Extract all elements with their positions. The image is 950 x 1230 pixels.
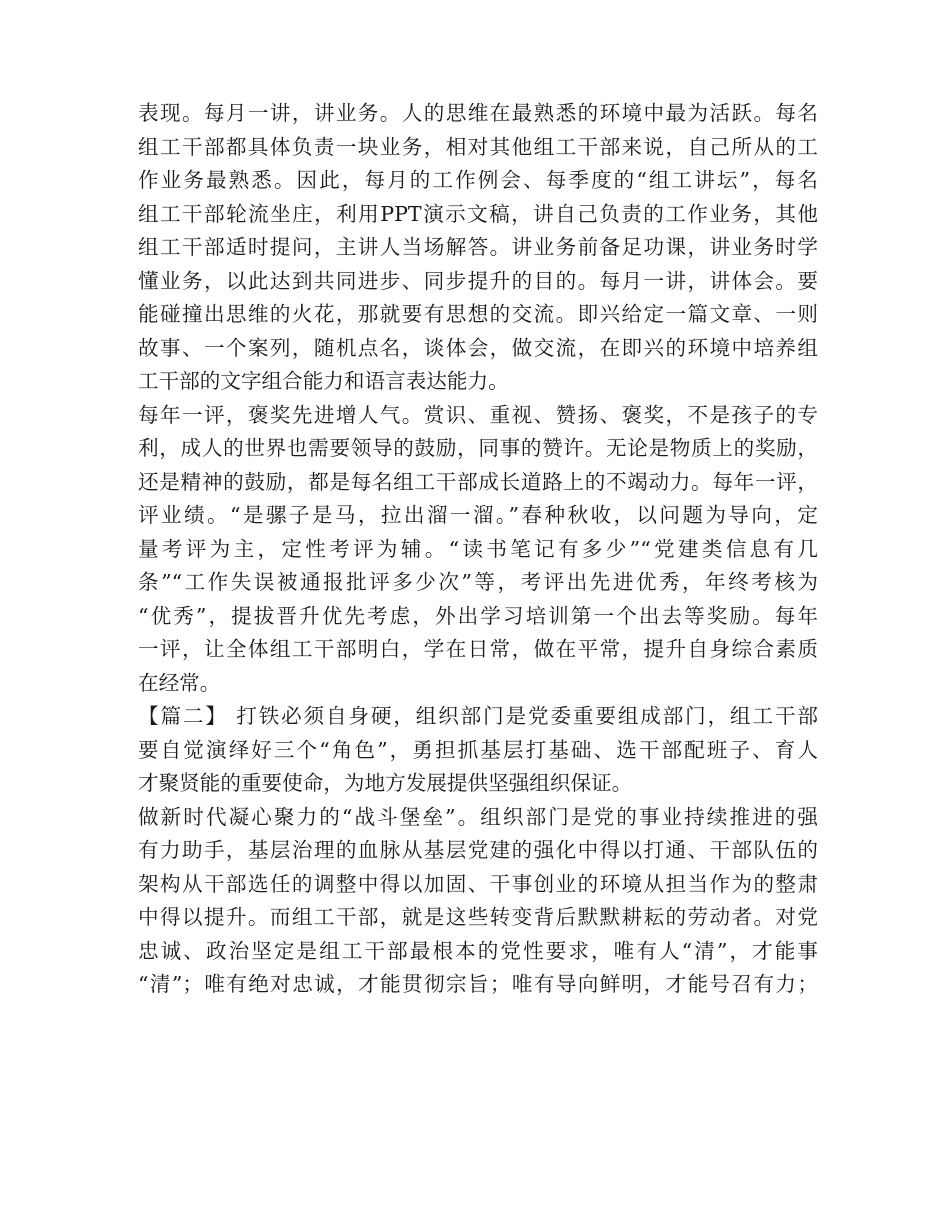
text-line: 利，成人的世界也需要领导的鼓励，同事的赞许。无论是物质上的奖励， [138, 436, 818, 460]
text-line: 有力助手，基层治理的血脉从基层党建的强化中得以打通、干部队伍的 [138, 838, 818, 862]
text-line: 忠诚、政治坚定是组工干部最根本的党性要求，唯有人“清”，才能事 [138, 938, 818, 963]
text-line: 做新时代凝心聚力的“战斗堡垒”。组织部门是党的事业持续推进的强 [138, 804, 818, 829]
text-line: 表现。每月一讲，讲业务。人的思维在最熟悉的环境中最为活跃。每名 [138, 101, 818, 125]
text-line: 作业务最熟悉。因此，每月的工作例会、每季度的“组工讲坛”，每名 [138, 168, 818, 192]
text-line: “优秀”，提拔晋升优先考虑，外出学习培训第一个出去等奖励。每年 [138, 603, 818, 628]
text-line: “清”；唯有绝对忠诚，才能贯彻宗旨；唯有导向鲜明，才能号召有力； [138, 972, 818, 996]
text-line: 组工干部都具体负责一块业务，相对其他组工干部来说，自己所从的工 [138, 134, 818, 159]
text-line: 量考评为主，定性考评为辅。“读书笔记有多少”“党建类信息有几 [138, 536, 818, 561]
text-line: 评业绩。“是骡子是马，拉出溜一溜。”春种秋收，以问题为导向，定 [138, 503, 818, 527]
text-line: 组工干部轮流坐庄，利用PPT演示文稿，讲自己负责的工作业务，其他 [138, 201, 818, 226]
text-line: 才聚贤能的重要使命，为地方发展提供坚强组织保证。 [138, 771, 633, 795]
text-line: 故事、一个案列，随机点名，谈体会，做交流，在即兴的环境中培养组 [138, 335, 818, 360]
text-line: 组工干部适时提问，主讲人当场解答。讲业务前备足功课，讲业务时学 [138, 235, 818, 259]
document-body [138, 97, 818, 1002]
text-line: 【篇二】 打铁必须自身硬，组织部门是党委重要组成部门，组工干部 [138, 704, 818, 728]
text-line: 条”“工作失误被通报批评多少次”等，考评出先进优秀，年终考核为 [138, 570, 818, 594]
text-line: 能碰撞出思维的火花，那就要有思想的交流。即兴给定一篇文章、一则 [138, 302, 818, 326]
text-line: 工干部的文字组合能力和语言表达能力。 [138, 369, 509, 393]
text-line: 架构从干部选任的调整中得以加固、干事创业的环境从担当作为的整肃 [138, 871, 818, 896]
text-line: 一评，让全体组工干部明白，学在日常，做在平常，提升自身综合素质 [138, 637, 818, 661]
text-line: 每年一评，褒奖先进增人气。赏识、重视、赞扬、褒奖，不是孩子的专 [138, 402, 818, 427]
text-line: 还是精神的鼓励，都是每名组工干部成长道路上的不竭动力。每年一评， [138, 469, 818, 494]
text-line: 中得以提升。而组工干部，就是这些转变背后默默耕耘的劳动者。对党 [138, 905, 818, 929]
text-line: 要自觉演绎好三个“角色”，勇担抓基层打基础、选干部配班子、育人 [138, 737, 818, 762]
text-line: 在经常。 [138, 670, 221, 695]
text-line: 懂业务，以此达到共同进步、同步提升的目的。每月一讲，讲体会。要 [138, 268, 818, 293]
